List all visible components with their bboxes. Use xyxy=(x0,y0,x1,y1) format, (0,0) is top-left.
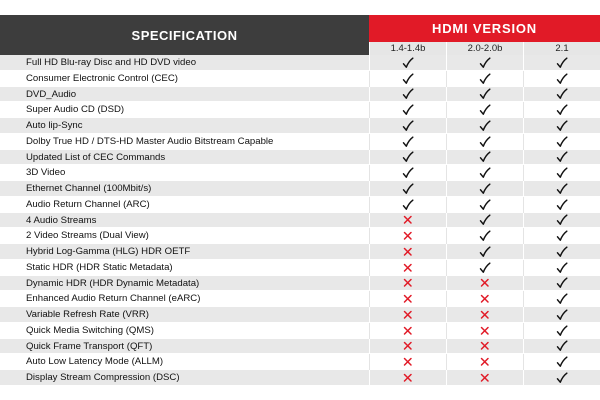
check-icon xyxy=(479,167,491,179)
cross-icon xyxy=(402,214,414,226)
support-cell xyxy=(369,276,446,292)
feature-label: Quick Frame Transport (QFT) xyxy=(26,340,153,352)
support-cell xyxy=(523,244,600,260)
table-row xyxy=(0,134,600,150)
support-cell xyxy=(369,291,446,307)
specification-header: SPECIFICATION xyxy=(0,15,369,55)
support-cell xyxy=(446,354,523,370)
table-body xyxy=(0,55,600,386)
support-cell xyxy=(369,102,446,118)
support-cell xyxy=(446,291,523,307)
support-cell xyxy=(523,150,600,166)
check-icon xyxy=(479,120,491,132)
cross-icon xyxy=(402,230,414,242)
support-cell xyxy=(369,134,446,150)
check-icon xyxy=(402,120,414,132)
check-icon xyxy=(556,356,568,368)
check-icon xyxy=(556,293,568,305)
support-cell xyxy=(446,339,523,355)
check-icon xyxy=(479,151,491,163)
cross-icon xyxy=(402,309,414,321)
support-cell xyxy=(523,323,600,339)
check-icon xyxy=(479,57,491,69)
check-icon xyxy=(556,372,568,384)
feature-label: Display Stream Compression (DSC) xyxy=(26,372,180,383)
feature-label: Audio Return Channel (ARC) xyxy=(26,198,150,210)
support-cell xyxy=(446,276,523,292)
hdmi-version-header: HDMI VERSION xyxy=(369,15,600,42)
support-cell xyxy=(523,71,600,87)
table-row xyxy=(0,339,600,355)
feature-label: Super Audio CD (DSD) xyxy=(26,104,125,116)
check-icon xyxy=(479,104,491,116)
check-icon xyxy=(479,183,491,195)
table-row xyxy=(0,260,600,276)
support-cell xyxy=(446,118,523,134)
check-icon xyxy=(556,309,568,321)
support-cell xyxy=(523,134,600,150)
table-row xyxy=(0,55,600,71)
version-col-1: 1.4-1.4b xyxy=(369,42,446,55)
support-cell xyxy=(446,181,523,197)
table-row xyxy=(0,213,600,229)
support-cell xyxy=(446,370,523,386)
support-cell xyxy=(446,134,523,150)
feature-label: 3D Video xyxy=(26,167,66,179)
support-cell xyxy=(369,307,446,323)
support-cell xyxy=(369,370,446,386)
support-cell xyxy=(446,165,523,181)
support-cell xyxy=(523,276,600,292)
support-cell xyxy=(523,213,600,229)
support-cell xyxy=(523,228,600,244)
support-cell xyxy=(369,71,446,87)
support-cell xyxy=(523,197,600,213)
cross-icon xyxy=(479,325,491,337)
feature-label: Dolby True HD / DTS-HD Master Audio Bitstream Capable xyxy=(26,135,274,147)
support-cell xyxy=(369,181,446,197)
check-icon xyxy=(556,262,568,274)
check-icon xyxy=(556,151,568,163)
support-cell xyxy=(446,102,523,118)
table-row xyxy=(0,276,600,292)
check-icon xyxy=(479,199,491,211)
feature-label: Hybrid Log-Gamma (HLG) HDR OETF xyxy=(26,246,191,257)
check-icon xyxy=(556,73,568,85)
check-icon xyxy=(556,167,568,179)
check-icon xyxy=(556,183,568,195)
check-icon xyxy=(402,167,414,179)
support-cell xyxy=(369,228,446,244)
support-cell xyxy=(523,370,600,386)
support-cell xyxy=(446,71,523,87)
feature-label: 2 Video Streams (Dual View) xyxy=(26,230,149,242)
cross-icon xyxy=(402,293,414,305)
check-icon xyxy=(479,262,491,274)
table-header xyxy=(0,15,600,42)
check-icon xyxy=(402,73,414,85)
check-icon xyxy=(402,136,414,148)
support-cell xyxy=(523,307,600,323)
check-icon xyxy=(479,246,491,258)
cross-icon xyxy=(402,262,414,274)
check-icon xyxy=(556,104,568,116)
table-row xyxy=(0,354,600,370)
table-row xyxy=(0,370,600,386)
support-cell xyxy=(369,213,446,229)
feature-label: Full HD Blu-ray Disc and HD DVD video xyxy=(26,57,197,68)
table-row xyxy=(0,181,600,197)
check-icon xyxy=(556,277,568,289)
feature-label: Dynamic HDR (HDR Dynamic Metadata) xyxy=(26,277,200,289)
check-icon xyxy=(479,73,491,85)
check-icon xyxy=(556,230,568,242)
feature-label: Enhanced Audio Return Channel (eARC) xyxy=(26,293,201,305)
check-icon xyxy=(556,199,568,211)
support-cell xyxy=(446,55,523,71)
table-row xyxy=(0,102,600,118)
cross-icon xyxy=(402,277,414,289)
feature-label: 4 Audio Streams xyxy=(26,214,97,226)
support-cell xyxy=(446,87,523,103)
table-row xyxy=(0,291,600,307)
support-cell xyxy=(369,165,446,181)
cross-icon xyxy=(479,293,491,305)
support-cell xyxy=(523,354,600,370)
support-cell xyxy=(369,339,446,355)
feature-label: Updated List of CEC Commands xyxy=(26,151,166,163)
check-icon xyxy=(402,88,414,100)
support-cell xyxy=(369,244,446,260)
support-cell xyxy=(446,150,523,166)
feature-label: Quick Media Switching (QMS) xyxy=(26,324,154,336)
support-cell xyxy=(523,291,600,307)
check-icon xyxy=(556,340,568,352)
check-icon xyxy=(479,88,491,100)
support-cell xyxy=(369,354,446,370)
support-cell xyxy=(369,197,446,213)
support-cell xyxy=(369,118,446,134)
support-cell xyxy=(369,55,446,71)
check-icon xyxy=(556,214,568,226)
cross-icon xyxy=(402,356,414,368)
check-icon xyxy=(479,214,491,226)
support-cell xyxy=(369,87,446,103)
cross-icon xyxy=(479,277,491,289)
cross-icon xyxy=(479,356,491,368)
table-row xyxy=(0,307,600,323)
table-row xyxy=(0,118,600,134)
support-cell xyxy=(523,87,600,103)
support-cell xyxy=(523,260,600,276)
support-cell xyxy=(523,181,600,197)
version-col-3: 2.1 xyxy=(523,42,600,55)
check-icon xyxy=(556,325,568,337)
support-cell xyxy=(446,213,523,229)
support-cell xyxy=(446,228,523,244)
check-icon xyxy=(402,57,414,69)
feature-label: Static HDR (HDR Static Metadata) xyxy=(26,261,173,273)
cross-icon xyxy=(479,309,491,321)
check-icon xyxy=(402,183,414,195)
hdmi-spec-table xyxy=(0,15,600,386)
table-row xyxy=(0,165,600,181)
check-icon xyxy=(402,104,414,116)
check-icon xyxy=(556,88,568,100)
feature-label: Auto Low Latency Mode (ALLM) xyxy=(26,356,164,368)
support-cell xyxy=(369,150,446,166)
feature-label: Auto lip-Sync xyxy=(26,120,83,131)
table-row xyxy=(0,71,600,87)
table-row xyxy=(0,228,600,244)
feature-label: Ethernet Channel (100Mbit/s) xyxy=(26,183,152,194)
support-cell xyxy=(446,260,523,276)
cross-icon xyxy=(402,325,414,337)
support-cell xyxy=(369,323,446,339)
table-row xyxy=(0,197,600,213)
cross-icon xyxy=(402,340,414,352)
check-icon xyxy=(556,57,568,69)
check-icon xyxy=(556,246,568,258)
check-icon xyxy=(402,151,414,163)
feature-label: Consumer Electronic Control (CEC) xyxy=(26,72,178,84)
support-cell xyxy=(446,323,523,339)
cross-icon xyxy=(479,340,491,352)
check-icon xyxy=(479,136,491,148)
feature-label: Variable Refresh Rate (VRR) xyxy=(26,309,149,320)
support-cell xyxy=(446,307,523,323)
support-cell xyxy=(523,165,600,181)
version-col-2: 2.0-2.0b xyxy=(446,42,523,55)
cross-icon xyxy=(479,372,491,384)
support-cell xyxy=(523,55,600,71)
support-cell xyxy=(446,244,523,260)
support-cell xyxy=(369,260,446,276)
table-row xyxy=(0,150,600,166)
check-icon xyxy=(479,230,491,242)
support-cell xyxy=(446,197,523,213)
check-icon xyxy=(402,199,414,211)
check-icon xyxy=(556,120,568,132)
support-cell xyxy=(523,118,600,134)
support-cell xyxy=(523,339,600,355)
support-cell xyxy=(523,102,600,118)
table-row xyxy=(0,244,600,260)
table-row xyxy=(0,87,600,103)
check-icon xyxy=(556,136,568,148)
cross-icon xyxy=(402,372,414,384)
cross-icon xyxy=(402,246,414,258)
feature-label: DVD_Audio xyxy=(26,88,77,100)
table-row xyxy=(0,323,600,339)
